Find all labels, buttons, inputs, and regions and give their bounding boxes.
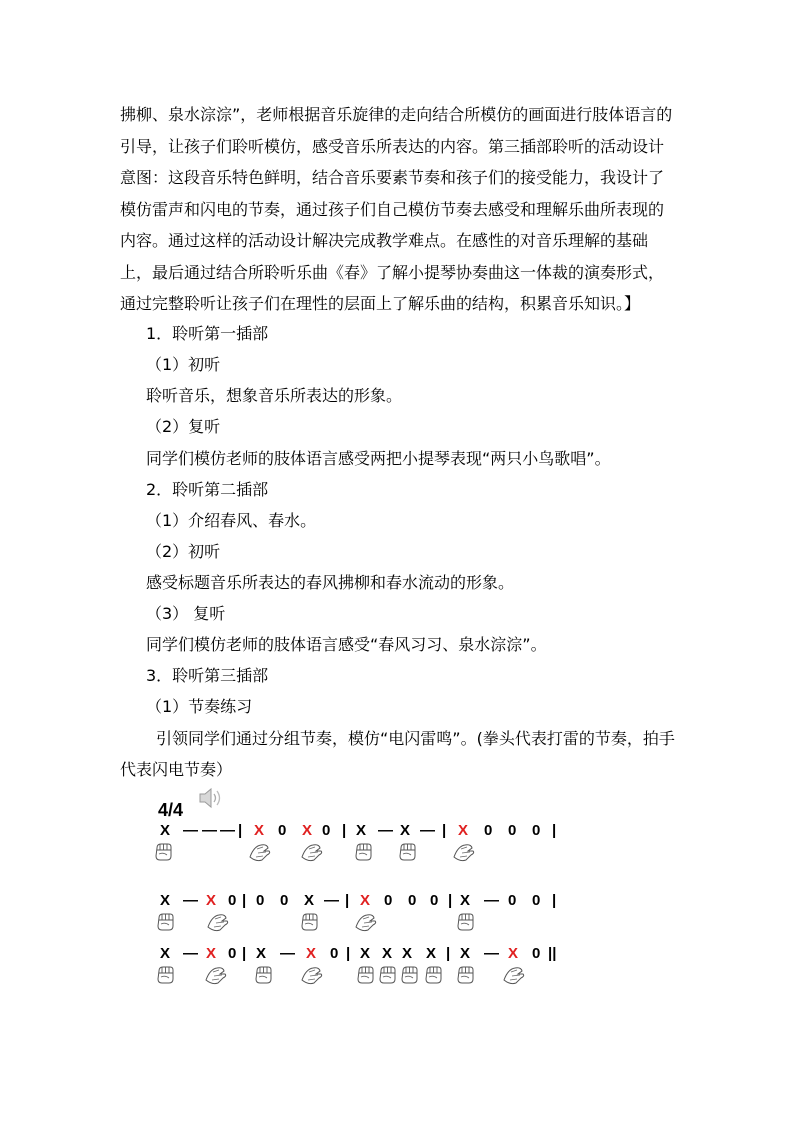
time-signature: 4/4 <box>158 800 184 820</box>
item-2-1-heading: （1）介绍春风、春水。 <box>146 511 317 530</box>
rest-note: 0 <box>280 892 289 909</box>
item-3-1-text-cont: 代表闪电节奏） <box>120 760 233 779</box>
beat-note: X <box>302 822 313 839</box>
item-2-heading: 2．聆听第二插部 <box>146 480 269 499</box>
extension-dash: — <box>484 892 499 909</box>
item-1-heading: 1．聆听第一插部 <box>146 324 269 343</box>
barline: | <box>552 822 557 839</box>
barline: | <box>242 945 247 962</box>
item-2-2-text: 感受标题音乐所表达的春风拂柳和春水流动的形象。 <box>146 573 515 592</box>
fist-icon <box>456 965 480 991</box>
barline: | <box>448 892 453 909</box>
fist-icon <box>400 965 424 991</box>
beat-note: X <box>382 945 393 962</box>
item-2-2-heading: （2）初听 <box>146 542 221 561</box>
beat-note: X <box>460 945 471 962</box>
clap-icon <box>206 912 230 938</box>
extension-dash: — <box>183 822 198 839</box>
item-1-2-heading: （2）复听 <box>146 417 221 436</box>
fist-icon <box>456 912 480 938</box>
barline: | <box>345 892 350 909</box>
item-3-1-text: 引领同学们通过分组节奏，模仿“电闪雷鸣”。(拳头代表打雷的节奏，拍手 <box>156 729 675 748</box>
fist-icon <box>356 965 380 991</box>
fist-icon <box>254 965 278 991</box>
extension-dash: — <box>220 822 235 839</box>
extension-dash: — <box>183 892 198 909</box>
beat-note: X <box>254 822 265 839</box>
beat-note: X <box>508 945 519 962</box>
rest-note: 0 <box>532 822 541 839</box>
extension-dash: — <box>202 822 217 839</box>
rest-note: 0 <box>228 892 237 909</box>
beat-note: X <box>400 822 411 839</box>
barline: | <box>442 822 447 839</box>
extension-dash: — <box>183 945 198 962</box>
rest-note: 0 <box>256 892 265 909</box>
item-1-1-heading: （1）初听 <box>146 355 221 374</box>
rest-note: 0 <box>322 822 331 839</box>
intro-line: 内容。通过这样的活动设计解决完成教学难点。在感性的对音乐理解的基础 <box>120 231 649 250</box>
fist-icon <box>156 965 180 991</box>
barline: | <box>238 822 243 839</box>
beat-note: X <box>458 822 469 839</box>
beat-note: X <box>160 822 171 839</box>
beat-note: X <box>356 822 367 839</box>
rest-note: 0 <box>508 822 517 839</box>
rest-note: 0 <box>508 892 517 909</box>
clap-icon <box>204 965 228 991</box>
rest-note: 0 <box>408 892 417 909</box>
intro-line: 拂柳、泉水淙淙”，老师根据音乐旋律的走向结合所模仿的画面进行肢体语言的 <box>120 105 673 124</box>
fist-icon <box>156 912 180 938</box>
beat-note: X <box>460 892 471 909</box>
clap-icon <box>452 842 476 868</box>
intro-line: 模仿雷声和闪电的节奏，通过孩子们自己模仿节奏去感受和理解乐曲所表现的 <box>120 199 665 219</box>
extension-dash: — <box>484 945 499 962</box>
clap-icon <box>300 842 324 868</box>
barline: | <box>242 892 247 909</box>
beat-note: X <box>206 892 217 909</box>
extension-dash: — <box>324 892 339 909</box>
fist-icon <box>424 965 448 991</box>
intro-line: 通过完整聆听让孩子们在理性的层面上了解乐曲的结构，积累音乐知识。】 <box>120 294 641 313</box>
rest-note: 0 <box>430 892 439 909</box>
fist-icon <box>398 842 422 868</box>
item-3-heading: 3．聆听第三插部 <box>146 666 269 685</box>
beat-note: X <box>206 945 217 962</box>
beat-note: X <box>402 945 413 962</box>
intro-line: 意图：这段音乐特色鲜明，结合音乐要素节奏和孩子们的接受能力，我设计了 <box>120 168 665 187</box>
rest-note: 0 <box>330 945 339 962</box>
item-3-1-heading: （1）节奏练习 <box>146 697 253 716</box>
extension-dash: — <box>280 945 295 962</box>
rest-note: 0 <box>532 945 541 962</box>
beat-note: X <box>160 945 171 962</box>
item-2-3-text: 同学们模仿老师的肢体语言感受“春风习习、泉水淙淙”。 <box>146 635 547 654</box>
item-1-2-text: 同学们模仿老师的肢体语言感受两把小提琴表现“两只小鸟歌唱”。 <box>146 449 611 468</box>
fist-icon <box>154 842 178 868</box>
clap-icon <box>354 912 378 938</box>
clap-icon <box>502 965 526 991</box>
beat-note: X <box>426 945 437 962</box>
fist-icon <box>378 965 402 991</box>
beat-note: X <box>306 945 317 962</box>
barline: | <box>346 945 351 962</box>
item-1-1-text: 聆听音乐，想象音乐所表达的形象。 <box>146 386 403 405</box>
intro-line: 引导，让孩子们聆听模仿，感受音乐所表达的内容。第三插部聆听的活动设计 <box>120 136 665 156</box>
speaker-icon[interactable] <box>197 785 225 815</box>
rest-note: 0 <box>484 822 493 839</box>
beat-note: X <box>160 892 171 909</box>
barline: || <box>548 945 557 962</box>
extension-dash: — <box>420 822 435 839</box>
beat-note: X <box>304 892 315 909</box>
barline: | <box>342 822 347 839</box>
rest-note: 0 <box>278 822 287 839</box>
fist-icon <box>300 912 324 938</box>
barline: | <box>552 892 557 909</box>
beat-note: X <box>360 892 371 909</box>
rest-note: 0 <box>532 892 541 909</box>
rest-note: 0 <box>228 945 237 962</box>
clap-icon <box>248 842 272 868</box>
intro-line: 上，最后通过结合所聆听乐曲《春》了解小提琴协奏曲这一体裁的演奏形式， <box>120 262 665 282</box>
barline: | <box>446 945 451 962</box>
beat-note: X <box>256 945 267 962</box>
extension-dash: — <box>378 822 393 839</box>
item-2-3-heading: （3） 复听 <box>146 604 226 623</box>
clap-icon <box>300 965 324 991</box>
rest-note: 0 <box>384 892 393 909</box>
beat-note: X <box>360 945 371 962</box>
fist-icon <box>354 842 378 868</box>
